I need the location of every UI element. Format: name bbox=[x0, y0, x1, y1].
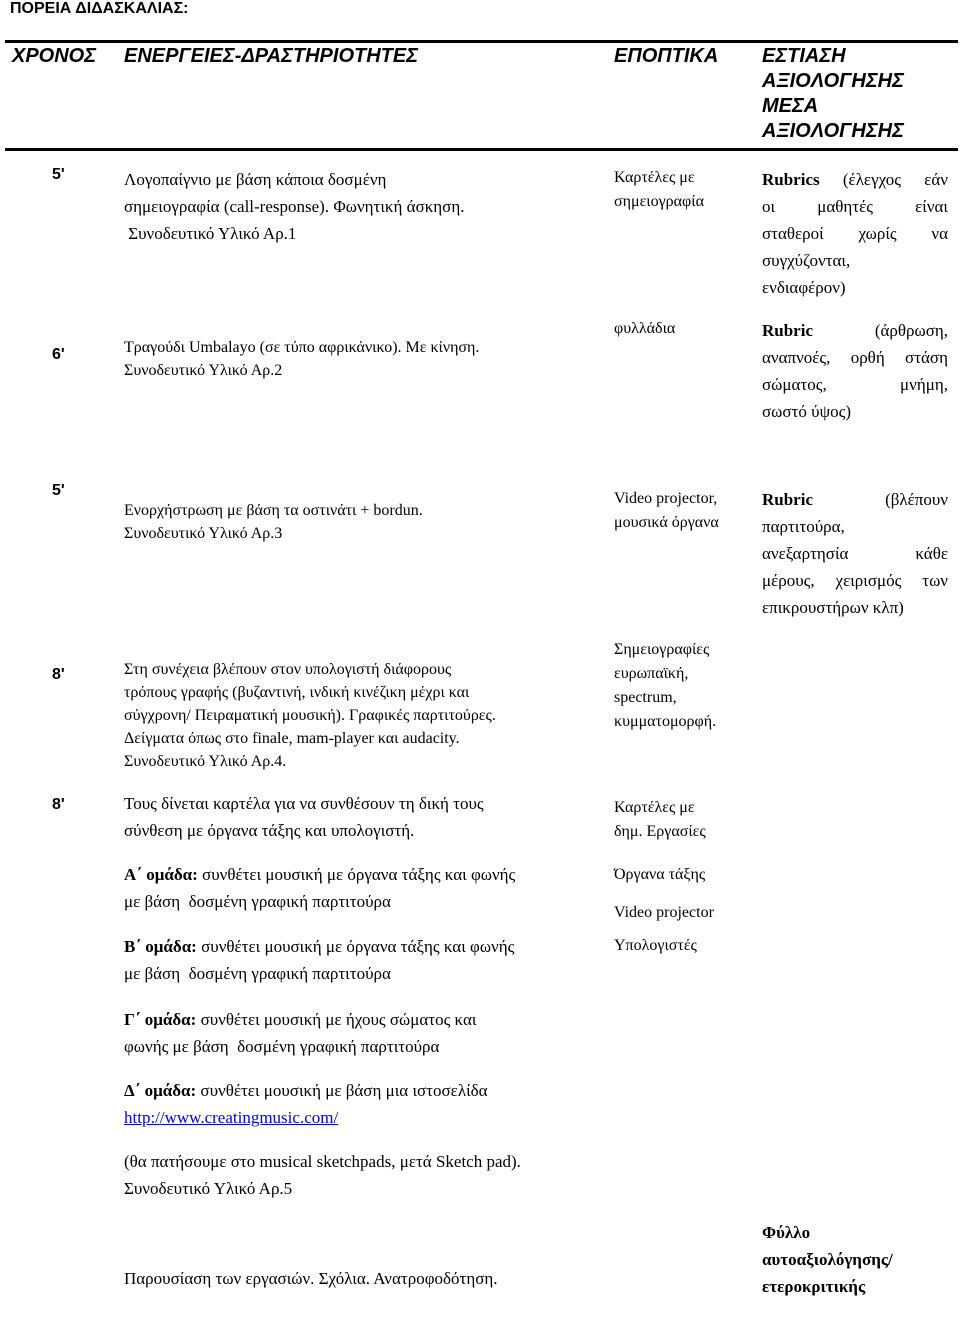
row-activity bbox=[124, 499, 594, 545]
assessment-line: Φύλλο bbox=[762, 1223, 811, 1242]
row-assessment bbox=[762, 317, 948, 425]
group-label: Δ΄ ομάδα: bbox=[124, 1081, 197, 1100]
materials-line: δημ. Εργασίες bbox=[614, 823, 706, 840]
creatingmusic-link[interactable]: http://www.creatingmusic.com/ bbox=[124, 1108, 339, 1127]
group-text-line: συνθέτει μουσική με βάση μια ιστοσελίδα bbox=[200, 1081, 488, 1100]
assessment-title: Rubrics bbox=[762, 170, 820, 189]
row-time: 5' bbox=[52, 482, 65, 499]
group-a-materials bbox=[614, 856, 714, 932]
activity-line: Συνοδευτικό Υλικό Αρ.2 bbox=[124, 362, 283, 379]
assessment-line: σταθεροί χωρίς να bbox=[762, 224, 948, 243]
assessment-line: μέρους, χειρισμός των bbox=[762, 571, 948, 590]
group-b bbox=[124, 933, 604, 987]
materials-line: φυλλάδια bbox=[614, 320, 676, 337]
row-activity bbox=[124, 166, 594, 247]
row-assessment bbox=[762, 1219, 893, 1300]
activity-line: τρόπους γραφής (βυζαντινή, ινδική κινέζικη μέχρι και bbox=[124, 684, 470, 701]
assessment-line: παρτιτούρα, bbox=[762, 517, 845, 536]
group-label: Α΄ ομάδα: bbox=[124, 865, 198, 884]
column-header-materials: ΕΠΟΠΤΙΚΑ bbox=[614, 45, 719, 67]
materials-line: Video projector bbox=[614, 904, 714, 921]
activity-line: σύγχρονη/ Πειραματική μουσική). Γραφικές παρτιτούρες. bbox=[124, 707, 496, 724]
group-d bbox=[124, 1077, 604, 1131]
row-time: 8' bbox=[52, 666, 65, 683]
group-text-line: φωνής με βάση δοσμένη γραφική παρτιτούρα bbox=[124, 1037, 440, 1056]
assessment-line: οι μαθητές είναι bbox=[762, 197, 948, 216]
group-text-line: συνθέτει μουσική με ήχους σώματος και bbox=[200, 1010, 477, 1029]
assessment-title: Rubric bbox=[762, 321, 813, 340]
row-materials bbox=[614, 796, 706, 844]
assessment-header-line: ΑΞΙΟΛΟΓΗΣΗΣ bbox=[762, 120, 904, 142]
row-activity bbox=[124, 658, 604, 773]
materials-line: μουσικά όργανα bbox=[614, 514, 719, 531]
activity-line: σύνθεση με όργανα τάξης και υπολογιστή. bbox=[124, 821, 415, 840]
row-time: 5' bbox=[52, 166, 65, 183]
assessment-line: σωστό ύψος) bbox=[762, 402, 852, 421]
assessment-line: συγχύζονται, bbox=[762, 251, 851, 270]
activity-line: Τους δίνεται καρτέλα για να συνθέσουν τη δική τους bbox=[124, 794, 484, 813]
materials-line: Υπολογιστές bbox=[614, 937, 697, 954]
row-materials bbox=[614, 487, 719, 535]
assessment-line: (έλεγχος εάν bbox=[842, 170, 948, 189]
assessment-title: Rubric bbox=[762, 490, 813, 509]
row-materials bbox=[614, 638, 716, 734]
row-materials bbox=[614, 166, 704, 214]
activity-line: Στη συνέχεια βλέπουν στον υπολογιστή διάφορους bbox=[124, 661, 452, 678]
group-text-line: συνθέτει μουσική με όργανα τάξης και φωνής bbox=[201, 937, 515, 956]
row-assessment bbox=[762, 166, 948, 301]
activity-line: Δείγματα όπως στο finale, mam-player και audacity. bbox=[124, 730, 460, 747]
column-header-assessment bbox=[762, 44, 942, 144]
note-line: Συνοδευτικό Υλικό Αρ.5 bbox=[124, 1179, 293, 1198]
activity-line: σημειογραφία (call-response). Φωνητική άσκηση. bbox=[124, 197, 465, 216]
materials-line: Καρτέλες με bbox=[614, 169, 695, 186]
group-b-materials bbox=[614, 934, 697, 958]
assessment-line: σώματος, μνήμη, bbox=[762, 375, 948, 394]
materials-line: κυμματομορφή. bbox=[614, 713, 717, 730]
activity-line: Συνοδευτικό Υλικό Αρ.3 bbox=[124, 525, 283, 542]
assessment-line: ενδιαφέρον) bbox=[762, 278, 846, 297]
materials-line: Όργανα τάξης bbox=[614, 866, 706, 883]
assessment-line: (άρθρωση, bbox=[874, 321, 948, 340]
row-activity bbox=[124, 336, 594, 382]
row-activity bbox=[124, 1265, 604, 1292]
activity-line: Παρουσίαση των εργασιών. Σχόλια. Ανατροφοδότηση. bbox=[124, 1269, 498, 1288]
group-c bbox=[124, 1006, 604, 1060]
group-label: Γ΄ ομάδα: bbox=[124, 1010, 197, 1029]
assessment-header-line: ΕΣΤΙΑΣΗ bbox=[762, 45, 846, 67]
row-assessment bbox=[762, 486, 948, 621]
assessment-line: αυτοαξιολόγησης/ bbox=[762, 1250, 893, 1269]
note-line: (θα πατήσουμε στο musical sketchpads, μετά Sketch pad). bbox=[124, 1152, 521, 1171]
group-text-line: με βάση δοσμένη γραφική παρτιτούρα bbox=[124, 964, 391, 983]
row-time: 8' bbox=[52, 796, 65, 813]
activity-line: Τραγούδι Umbalayo (σε τύπο αφρικάνικο). Με κίνηση. bbox=[124, 339, 480, 356]
activity-line: Συνοδευτικό Υλικό Αρ.1 bbox=[124, 224, 297, 243]
group-text-line: συνθέτει μουσική με όργανα τάξης και φωνής bbox=[202, 865, 516, 884]
materials-line: Καρτέλες με bbox=[614, 799, 695, 816]
materials-line: ευρωπαϊκή, bbox=[614, 665, 689, 682]
group-a bbox=[124, 861, 604, 915]
column-header-time: ΧΡΟΝΟΣ bbox=[12, 45, 97, 67]
materials-line: σημειογραφία bbox=[614, 193, 704, 210]
table-header-rule bbox=[5, 148, 958, 151]
assessment-line: επικρουστήρων κλπ) bbox=[762, 598, 904, 617]
assessment-line: (βλέπουν bbox=[885, 490, 948, 509]
materials-line: Σημειογραφίες bbox=[614, 641, 710, 658]
assessment-line: αναπνοές, ορθή στάση bbox=[762, 348, 948, 367]
table-top-rule bbox=[5, 40, 958, 43]
materials-line: Video projector, bbox=[614, 490, 718, 507]
assessment-line: ανεξαρτησία κάθε bbox=[762, 544, 948, 563]
group-label: Β΄ ομάδα: bbox=[124, 937, 197, 956]
activity-line: Λογοπαίγνιο με βάση κάποια δοσμένη bbox=[124, 170, 387, 189]
page-heading: ΠΟΡΕΙΑ ΔΙΔΑΣΚΑΛΙΑΣ: bbox=[10, 0, 189, 17]
row-materials bbox=[614, 317, 675, 341]
activity-line: Ενορχήστρωση με βάση τα οστινάτι + bordun. bbox=[124, 502, 423, 519]
materials-line: spectrum, bbox=[614, 689, 677, 706]
row-activity bbox=[124, 790, 604, 844]
assessment-header-line: ΜΕΣΑ bbox=[762, 95, 819, 117]
assessment-header-line: ΑΞΙΟΛΟΓΗΣΗΣ bbox=[762, 70, 904, 92]
row-time: 6' bbox=[52, 346, 65, 363]
group-text-line: με βάση δοσμένη γραφική παρτιτούρα bbox=[124, 892, 391, 911]
activity-line: Συνοδευτικό Υλικό Αρ.4. bbox=[124, 753, 287, 770]
row-note bbox=[124, 1148, 624, 1202]
column-header-activities: ΕΝΕΡΓΕΙΕΣ-ΔΡΑΣΤΗΡΙΟΤΗΤΕΣ bbox=[124, 45, 419, 67]
assessment-line: ετεροκριτικής bbox=[762, 1277, 866, 1296]
